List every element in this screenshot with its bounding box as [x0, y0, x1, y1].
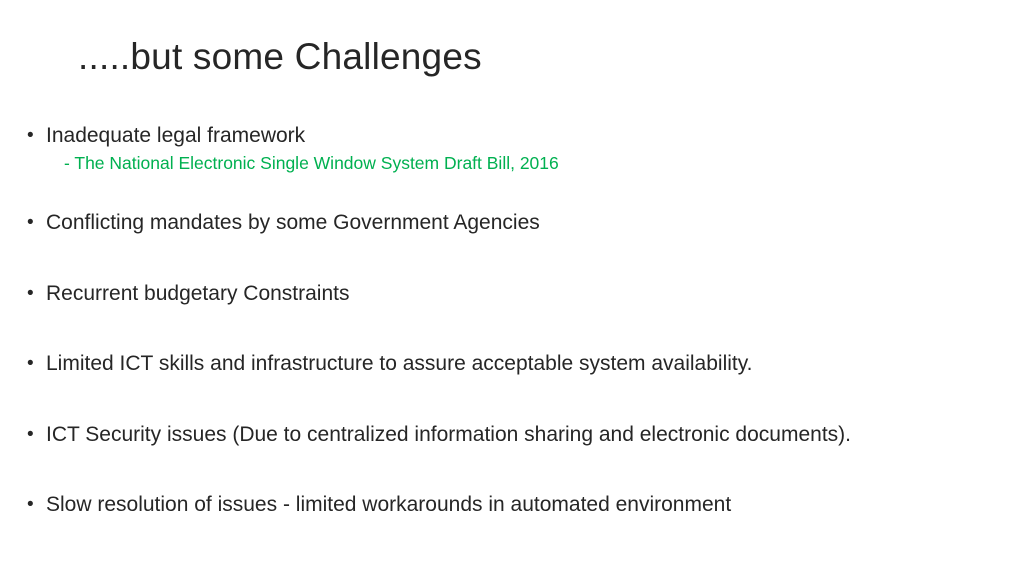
bullet-point-icon: •: [27, 424, 34, 445]
bullet-point-icon: •: [27, 212, 34, 233]
bullet-item-budgetary-constraints: [26, 279, 350, 309]
bullet-text: Limited ICT skills and infrastructure to assure acceptable system availability.: [46, 352, 753, 375]
slide-title: .....but some Challenges: [78, 36, 482, 77]
bullet-text: ICT Security issues (Due to centralized information sharing and electronic documents).: [46, 423, 851, 446]
bullet-item-legal-framework: [26, 121, 559, 175]
bullet-text: Conflicting mandates by some Government Agencies: [46, 211, 540, 234]
bullet-item-slow-resolution: [26, 490, 731, 520]
bullet-point-icon: •: [27, 353, 34, 374]
bullet-item-ict-skills: [26, 349, 753, 379]
bullet-item-ict-security: [26, 420, 851, 450]
sub-bullet-text: - The National Electronic Single Window System Draft Bill, 2016: [64, 153, 559, 173]
bullet-text: Slow resolution of issues - limited workarounds in automated environment: [46, 493, 732, 516]
bullet-text: Recurrent budgetary Constraints: [46, 282, 350, 305]
bullet-item-conflicting-mandates: [26, 208, 540, 238]
bullet-point-icon: •: [27, 283, 34, 304]
bullet-text: Inadequate legal framework: [46, 124, 306, 147]
bullet-point-icon: •: [27, 494, 34, 515]
bullet-point-icon: •: [27, 125, 34, 146]
